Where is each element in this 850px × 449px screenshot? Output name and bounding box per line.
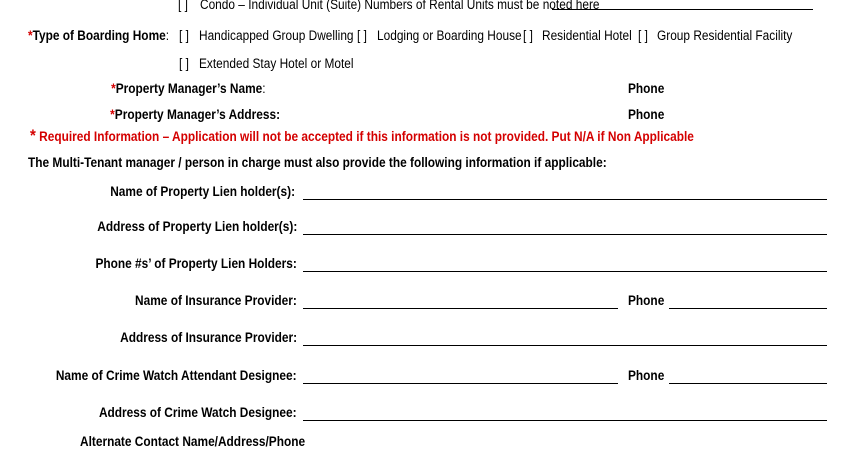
- condo-checkbox[interactable]: [ ]: [178, 0, 188, 12]
- manager-address-label: *Property Manager’s Address:: [110, 107, 280, 122]
- condo-label: Condo – Individual Unit (Suite) Numbers of Rental Units must be noted here: [200, 0, 600, 12]
- insurance-phone-label: Phone: [628, 293, 665, 308]
- extended-stay-checkbox[interactable]: [ ]: [179, 56, 189, 71]
- insurance-provider-address-label: Address of Insurance Provider:: [120, 330, 297, 345]
- group-residential-facility-label: Group Residential Facility: [657, 28, 793, 43]
- lien-holder-name-field[interactable]: [303, 199, 827, 200]
- handicapped-group-dwelling-checkbox[interactable]: [ ]: [179, 28, 189, 43]
- handicapped-group-dwelling-label: Handicapped Group Dwelling: [199, 28, 354, 43]
- residential-hotel-label: Residential Hotel: [542, 28, 632, 43]
- lien-holder-name-label: Name of Property Lien holder(s):: [110, 184, 295, 199]
- lodging-boarding-house-label: Lodging or Boarding House: [377, 28, 522, 43]
- crime-watch-name-field[interactable]: [303, 383, 618, 384]
- insurance-provider-address-field[interactable]: [303, 345, 827, 346]
- crime-watch-phone-label: Phone: [628, 368, 665, 383]
- extended-stay-label: Extended Stay Hotel or Motel: [199, 56, 354, 71]
- crime-watch-address-label: Address of Crime Watch Designee:: [99, 405, 297, 420]
- insurance-phone-field[interactable]: [669, 308, 827, 309]
- crime-watch-address-field[interactable]: [303, 420, 827, 421]
- residential-hotel-checkbox[interactable]: [ ]: [523, 28, 533, 43]
- lien-holder-address-label: Address of Property Lien holder(s):: [96, 219, 297, 234]
- required-info-notice: * Required Information – Application will not be accepted if this information is not provided. Put N/A if Non Applicable: [30, 126, 694, 145]
- lien-holder-phone-field[interactable]: [303, 271, 827, 272]
- alternate-contact-label: Alternate Contact Name/Address/Phone: [80, 434, 306, 449]
- manager-phone-label: Phone: [628, 81, 665, 96]
- lien-holder-address-field[interactable]: [303, 234, 827, 235]
- insurance-provider-name-field[interactable]: [303, 308, 618, 309]
- lodging-boarding-house-checkbox[interactable]: [ ]: [357, 28, 367, 43]
- crime-watch-phone-field[interactable]: [669, 383, 827, 384]
- lien-holder-phone-label: Phone #s’ of Property Lien Holders:: [95, 256, 297, 271]
- insurance-provider-name-label: Name of Insurance Provider:: [135, 293, 297, 308]
- boarding-home-label: *Type of Boarding Home:: [28, 28, 170, 43]
- group-residential-facility-checkbox[interactable]: [ ]: [638, 28, 648, 43]
- condo-units-field[interactable]: [552, 9, 813, 10]
- crime-watch-name-label: Name of Crime Watch Attendant Designee:: [56, 368, 297, 383]
- manager-address-phone-label: Phone: [628, 107, 665, 122]
- manager-name-label: *Property Manager’s Name:: [111, 81, 266, 96]
- multi-tenant-notice: The Multi-Tenant manager / person in charge must also provide the following information if applicable:: [28, 155, 607, 170]
